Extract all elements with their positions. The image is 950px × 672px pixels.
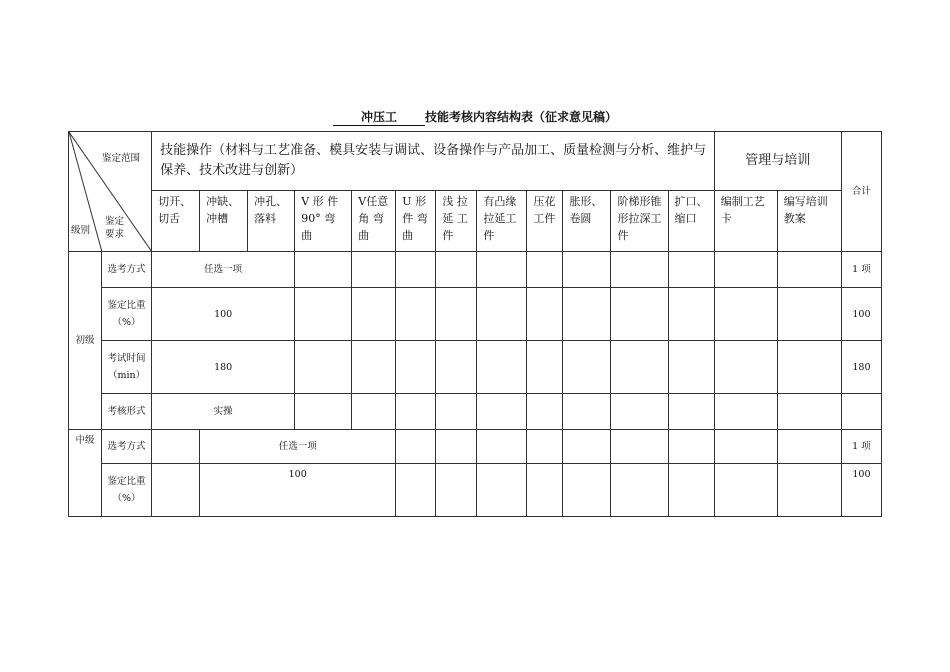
primary-weight-total: 100 (841, 288, 881, 341)
diag-level-label: 级别 (71, 225, 91, 236)
col-header-step-draw: 阶梯形锥形拉深工件 (611, 191, 668, 252)
col-header-process-card: 编制工艺卡 (714, 191, 777, 252)
management-training-header: 管理与培训 (714, 132, 841, 191)
table-row (69, 394, 882, 430)
table-row (69, 252, 882, 288)
col-header-cut: 切开、切舌 (152, 191, 200, 252)
middle-weight-total: 100 (841, 464, 881, 517)
row-label-form: 考核形式 (102, 394, 152, 430)
row-label-method: 选考方式 (102, 430, 152, 464)
diag-req-label-1: 鉴定 (105, 216, 125, 227)
level-middle: 中级 (69, 430, 102, 517)
title-text: 技能考核内容结构表（征求意见稿） (425, 110, 618, 124)
col-header-ubend: U 形 件 弯 曲 (396, 191, 436, 252)
col-header-vany: V任意角 弯 曲 (352, 191, 396, 252)
col-header-flange-draw: 有凸缘拉延工件 (477, 191, 527, 252)
col-header-bulge: 胀形、卷圆 (563, 191, 611, 252)
primary-method-total: 1 项 (841, 252, 881, 288)
diag-req-label-2: 要求 (105, 229, 125, 240)
middle-method-total: 1 项 (841, 430, 881, 464)
title-trade: 冲压工 (333, 108, 425, 126)
table-row (69, 430, 882, 464)
row-label-method: 选考方式 (102, 252, 152, 288)
middle-method-value: 任选一项 (200, 430, 396, 464)
document-title (0, 108, 950, 126)
diag-range-label: 鉴定范围 (102, 153, 141, 164)
col-header-emboss: 压花工件 (527, 191, 563, 252)
col-header-v90: V 形 件 90° 弯曲 (295, 191, 352, 252)
row-label-weight: 鉴定比重（%） (102, 464, 152, 517)
primary-time-value: 180 (152, 341, 295, 394)
primary-form-value: 实操 (152, 394, 295, 430)
col-header-flare: 扩口、缩口 (668, 191, 714, 252)
primary-weight-value: 100 (152, 288, 295, 341)
col-header-punch: 冲孔、落料 (248, 191, 295, 252)
col-header-shallow-draw: 浅 拉 延 工 件 (436, 191, 477, 252)
row-label-weight: 鉴定比重（%） (102, 288, 152, 341)
primary-method-value: 任选一项 (152, 252, 295, 288)
middle-weight-value: 100 (200, 464, 396, 517)
col-header-training-plan: 编写培训教案 (777, 191, 841, 252)
total-header: 合计 (841, 132, 881, 252)
table-row (69, 288, 882, 341)
row-label-time: 考试时间（min） (102, 341, 152, 394)
skill-structure-table (68, 131, 882, 517)
level-primary: 初级 (69, 252, 102, 430)
table-row (69, 341, 882, 394)
table-row (69, 464, 882, 517)
skill-operation-header: 技能操作（材料与工艺准备、模具安装与调试、设备操作与产品加工、质量检测与分析、维护与保养、技术改进与创新） (152, 132, 715, 191)
primary-time-total: 180 (841, 341, 881, 394)
col-header-notch: 冲缺、冲槽 (200, 191, 248, 252)
diagonal-header-cell (69, 132, 152, 252)
